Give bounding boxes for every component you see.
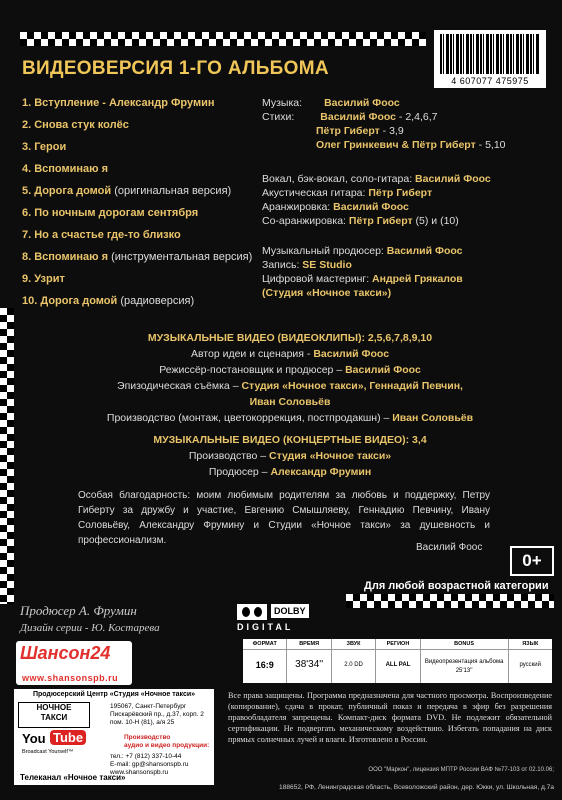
track-item: 9. Узрит	[22, 273, 65, 285]
barcode-bars	[440, 34, 540, 74]
address-line: 188652, РФ, Ленинградская область, Всеволожский район, дер. Юкки, ул. Школьная, д.7а	[279, 784, 554, 791]
company-line: ООО "Маркон", лицензия МПТР России ВАФ №77-103 от 02.10.06;	[368, 767, 554, 773]
clips-production: Производство (монтаж, цветокоррекция, постпродакшн) – Иван Соловьёв	[106, 412, 474, 424]
credit-arrangement: Аранжировка: Василий Фоос	[262, 201, 409, 213]
signer: Василий Фоос	[416, 542, 483, 553]
credit-lyrics-3: Олег Гринкевич & Пётр Гиберт - 5,10	[316, 139, 506, 151]
info-bonus: BONUS Видеопрезентация альбома 25'13''	[421, 639, 509, 683]
track-item: 7. Но а счастье где-то близко	[22, 229, 181, 241]
dolby-logo: DOLBY DIGITAL	[237, 604, 311, 632]
studio-production: Производство аудио и видео продукции:	[124, 734, 210, 749]
youtube-logo: You Tube Broadcast Yourself™	[22, 731, 84, 753]
credit-lyrics-2: Пётр Гиберт - 3,9	[316, 125, 404, 137]
checker-strip-left	[0, 308, 14, 604]
studio-address: 195067, Санкт-Петербург Пискарёвский пр., д.37, корп. 2 пом. 10-Н (81), а/я 25	[110, 703, 204, 726]
checker-strip-top	[20, 32, 426, 46]
info-time: ВРЕМЯ 38'34''	[287, 639, 331, 683]
credit-mastering: Цифровой мастеринг: Андрей Грякалов	[262, 273, 463, 285]
clips-block	[60, 330, 520, 426]
clips-episode-2: Иван Соловьёв	[249, 396, 331, 408]
credit-record: Запись: SE Studio	[262, 259, 352, 271]
concert-production: Производство – Студия «Ночное такси»	[188, 450, 392, 462]
tv-channel: Телеканал «Ночное такси»	[20, 773, 126, 782]
concert-producer: Продюсер – Александр Фрумин	[208, 466, 372, 478]
info-region: РЕГИОН ALL PAL	[376, 639, 420, 683]
thanks-text: Особая благодарность: моим любимым родителям за любовь и поддержку, Петру Гиберту за дружбу и участие, Евгению Смышляеву, Геннадию Певчину, Ивану Соловьёву, Александру Фрумину и Студии «Ночное такси» за душевность и профессионализм.	[78, 490, 490, 546]
age-rating-badge: 0+	[510, 546, 554, 576]
producer-line: Продюсер А. Фрумин	[20, 603, 137, 618]
barcode	[434, 30, 546, 88]
clips-idea: Автор идеи и сценария - Василий Фоос	[190, 348, 390, 360]
concert-block	[60, 432, 520, 480]
info-sound: ЗВУК 2.0 DD	[332, 639, 376, 683]
studio-contacts: тел.: +7 (812) 337-10-44 E-mail: gp@shansonspb.ru www.shansonspb.ru	[110, 753, 189, 776]
disc-info-table	[243, 639, 552, 683]
credit-mastering-studio: (Студия «Ночное такси»)	[262, 287, 392, 299]
age-category: Для любой возрастной категории	[364, 580, 549, 592]
dolby-double-d-icon	[237, 604, 267, 620]
legal-text: Все права защищены. Программа предназначена для частного просмотра. Воспроизведение (копирование), сдача в прокат, публичный показ и передача в эфир без разрешения правообладателя запрещены. Компакт-диск формата DVD. Не подлежит обязательной сертификации. Не подвергать механическому воздействию. Избегать попадания на диск прямых солнечных лучей и влаги. Изготовлено в России.	[228, 691, 552, 744]
clips-director: Режиссёр-постановщик и продюсер – Василий Фоос	[159, 364, 421, 376]
studio-contact-panel	[14, 689, 214, 785]
checker-strip-bottom	[346, 594, 554, 608]
credit-acoustic: Акустическая гитара: Пётр Гиберт	[262, 187, 433, 199]
track-item: 3. Герои	[22, 141, 67, 153]
clips-heading: МУЗЫКАЛЬНЫЕ ВИДЕО (ВИДЕОКЛИПЫ): 2,5,6,7,8,9,10	[147, 332, 433, 344]
barcode-number: 4 607077 475975	[451, 76, 529, 86]
studio-heading: Продюсерский Центр «Студия «Ночное такси»	[32, 691, 196, 698]
clips-episode: Эпизодическая съёмка – Студия «Ночное такси», Геннадий Певчин,	[117, 380, 463, 392]
credits	[262, 96, 552, 300]
concert-heading: МУЗЫКАЛЬНЫЕ ВИДЕО (КОНЦЕРТНЫЕ ВИДЕО): 3,4	[153, 434, 427, 446]
track-item: 10. Дорога домой (радиоверсия)	[22, 295, 195, 307]
track-item: 2. Снова стук колёс	[22, 119, 129, 131]
track-item: 8. Вспоминаю я (инструментальная версия)	[22, 251, 253, 263]
designer-line: Дизайн серии - Ю. Костарева	[20, 622, 160, 634]
credit-vocal: Вокал, бэк-вокал, соло-гитара: Василий Фоос	[262, 173, 491, 185]
credit-coarrangement: Со-аранжировка: Пётр Гиберт (5) и (10)	[262, 215, 459, 227]
night-taxi-logo: НОЧНОЕ ТАКСИ	[18, 702, 90, 728]
shanson24-logo: Шансон24 www.shansonspb.ru	[16, 641, 132, 685]
track-item: 6. По ночным дорогам сентября	[22, 207, 199, 219]
album-title: ВИДЕОВЕРСИЯ 1-ГО АЛЬБОМА	[22, 58, 329, 79]
info-format: ФОРМАТ 16:9	[243, 639, 287, 683]
info-language: ЯЗЫК русский	[509, 639, 552, 683]
credit-lyrics: Стихи: Василий Фоос - 2,4,6,7	[262, 111, 438, 123]
track-item: 1. Вступление - Александр Фрумин	[22, 97, 215, 109]
track-item: 5. Дорога домой (оригинальная версия)	[22, 185, 232, 197]
track-item: 4. Вспоминаю я	[22, 163, 109, 175]
tracklist	[22, 96, 262, 316]
credit-music: Музыка: Василий Фоос	[262, 97, 400, 109]
credit-producer: Музыкальный продюсер: Василий Фоос	[262, 245, 463, 257]
